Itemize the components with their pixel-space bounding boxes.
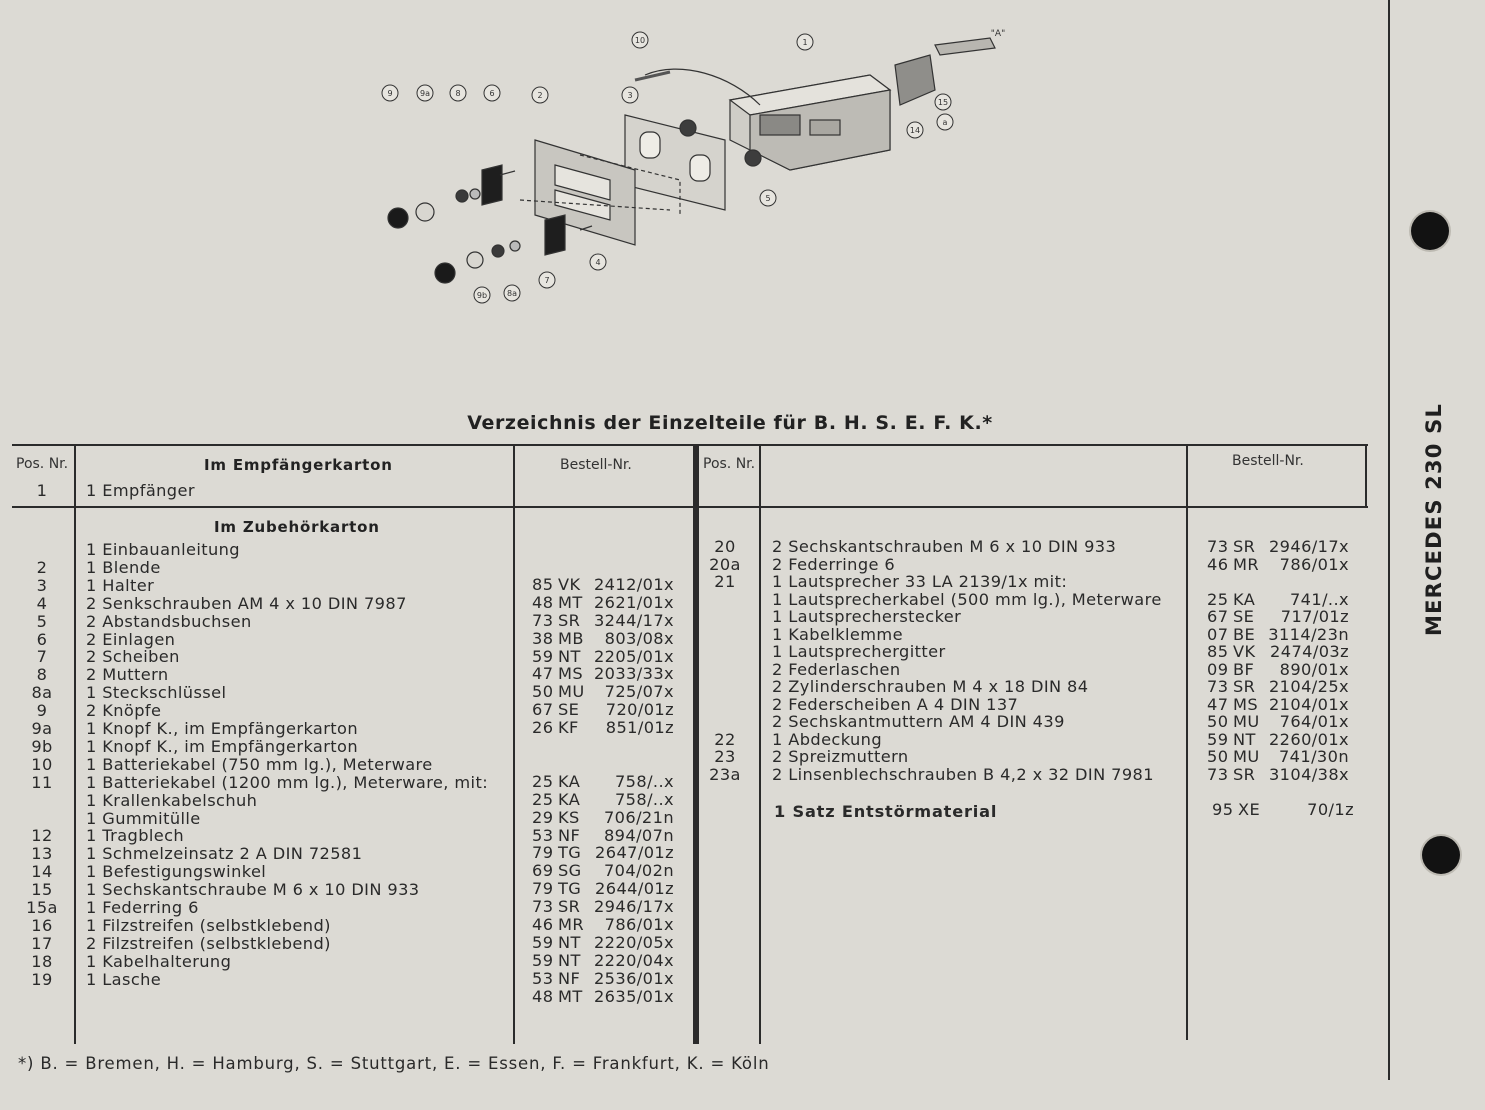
right-row-order-number: 73 SR 3104/38x <box>1207 764 1349 784</box>
left-row-order-number: 85 VK 2412/01x <box>532 574 674 594</box>
left-row-desc: 2 Muttern <box>86 665 169 685</box>
punch-hole-bottom <box>1422 836 1460 874</box>
callout-9a <box>417 85 433 101</box>
right-row-desc: 1 Lautsprecher 33 LA 2139/1x mit: <box>772 572 1068 591</box>
left-row-desc: 1 Knopf K., im Empfängerkarton <box>86 736 359 756</box>
col-rule-4 <box>1186 444 1188 1040</box>
right-row-pos: 20a <box>709 554 741 574</box>
left-row-desc: 1 Batteriekabel (1200 mm lg.), Meterware, mit: <box>86 772 489 792</box>
right-row-order-number: 50 MU 741/30n <box>1207 747 1349 766</box>
callout-2 <box>532 87 548 103</box>
left-row-desc: 1 Blende <box>86 557 161 577</box>
svg-text:6: 6 <box>489 89 495 98</box>
left-row-pos: 17 <box>31 933 53 953</box>
callout-a <box>937 114 953 130</box>
left-row-pos: 13 <box>31 844 53 864</box>
left-row-desc: 1 Gummitülle <box>86 808 201 828</box>
table-top-rule <box>12 444 1368 446</box>
left-row-pos: 4 <box>36 593 48 613</box>
right-row-pos: 23 <box>714 747 736 766</box>
left-row-desc: 2 Senkschrauben AM 4 x 10 DIN 7987 <box>86 593 407 613</box>
right-row-order-number: 85 VK 2474/03z <box>1207 642 1349 661</box>
left-row-pos: 11 <box>31 772 53 792</box>
svg-text:1: 1 <box>802 38 808 47</box>
right-pos-header: Pos. Nr. <box>703 456 756 472</box>
callout-4 <box>590 254 606 270</box>
left-row-pos: 16 <box>31 915 53 935</box>
callout-7 <box>539 272 555 288</box>
punch-hole-top <box>1411 212 1449 250</box>
receiver-box-header: Im Empfängerkarton <box>204 456 393 474</box>
left-row-pos: 5 <box>36 611 48 631</box>
callout-3 <box>622 87 638 103</box>
left-row-pos: 7 <box>36 647 48 667</box>
col-rule-2 <box>513 444 515 1044</box>
left-row-desc: 1 Befestigungswinkel <box>86 862 267 882</box>
left-row-desc: 1 Sechskantschraube M 6 x 10 DIN 933 <box>86 880 420 900</box>
left-row-pos: 2 <box>36 557 48 577</box>
right-row-pos: 22 <box>714 729 736 749</box>
col-rule-1 <box>74 444 76 1044</box>
svg-text:8: 8 <box>455 89 461 98</box>
table-header-rule <box>12 506 1368 508</box>
left-row-desc: 1 Steckschlüssel <box>86 683 227 703</box>
right-row-order-number: 59 NT 2260/01x <box>1207 729 1349 749</box>
left-row-pos: 8 <box>36 665 48 685</box>
right-row-desc: 1 Kabelklemme <box>772 624 903 644</box>
left-row-order-number: 59 NT 2220/04x <box>532 950 674 970</box>
parts-list-title: Verzeichnis der Einzelteile für B. H. S. E. F. K.* <box>467 412 993 434</box>
right-row-order-number: 50 MU 764/01x <box>1207 712 1349 731</box>
right-row-desc: 1 Lautsprecherkabel (500 mm lg.), Meterware <box>772 589 1162 609</box>
svg-text:5: 5 <box>765 194 771 203</box>
left-row-order-number: 59 NT 2205/01x <box>532 646 674 666</box>
svg-text:9: 9 <box>387 89 393 98</box>
right-row-desc: 2 Sechskantmuttern AM 4 DIN 439 <box>772 712 1065 731</box>
left-row-order-number: 25 KA 758/..x <box>532 771 674 791</box>
left-row-desc: 2 Einlagen <box>86 629 176 649</box>
left-row-order-number: 79 TG 2647/01z <box>532 843 674 863</box>
left-row-pos: 18 <box>31 951 53 971</box>
left-row-desc: 2 Filzstreifen (selbstklebend) <box>86 933 331 953</box>
callout-10 <box>632 32 648 48</box>
callout-9b <box>474 287 490 303</box>
right-row-order-number: 25 KA 741/..x <box>1207 589 1349 609</box>
left-row-desc: 1 Batteriekabel (750 mm lg.), Meterware <box>86 754 433 774</box>
right-row-desc: 1 Abdeckung <box>772 729 882 749</box>
svg-text:7: 7 <box>544 276 550 285</box>
left-row-pos: 9a <box>31 719 53 738</box>
left-row-order-number: 26 KF 851/01z <box>532 718 674 738</box>
left-row-order-number: 29 KS 706/21n <box>532 807 674 827</box>
left-row-pos: 19 <box>31 969 53 989</box>
svg-text:14: 14 <box>909 126 921 135</box>
left-row-desc: 1 Knopf K., im Empfängerkarton <box>86 719 359 738</box>
right-row-pos: 23a <box>709 764 741 784</box>
left-row-desc: 1 Lasche <box>86 969 162 989</box>
svg-text:a: a <box>942 118 948 127</box>
left-row-order-number: 48 MT 2621/01x <box>532 592 674 612</box>
exploded-diagram <box>370 20 1030 320</box>
right-row-desc: 2 Sechskantschrauben M 6 x 10 DIN 933 <box>772 537 1117 556</box>
right-row-order-number: 73 SR 2104/25x <box>1207 677 1349 696</box>
left-row-desc: 1 Federring 6 <box>86 898 199 917</box>
left-row-order-number: 53 NF 894/07n <box>532 825 674 845</box>
receiver-pos: 1 <box>36 481 48 500</box>
left-row-desc: 1 Schmelzeinsatz 2 A DIN 72581 <box>86 844 363 864</box>
callout-1 <box>797 34 813 50</box>
left-pos-header: Pos. Nr. <box>16 456 69 472</box>
right-row-desc: 2 Linsenblechschrauben B 4,2 x 32 DIN 7981 <box>772 764 1154 784</box>
right-row-pos: 20 <box>714 537 736 556</box>
left-row-pos: 14 <box>31 862 53 882</box>
left-row-order-number <box>532 737 692 755</box>
left-row-desc: 1 Kabelhalterung <box>86 951 232 971</box>
receiver-desc: 1 Empfänger <box>86 481 195 500</box>
svg-text:4: 4 <box>595 258 601 267</box>
left-row-desc: 1 Halter <box>86 575 155 595</box>
left-row-desc: 1 Krallenkabelschuh <box>86 790 258 810</box>
left-row-pos: 15 <box>31 880 53 900</box>
svg-text:10: 10 <box>634 36 646 45</box>
left-row-pos: 10 <box>31 754 53 774</box>
left-row-pos: 6 <box>36 629 48 649</box>
svg-text:2: 2 <box>537 91 543 100</box>
left-row-desc: 1 Filzstreifen (selbstklebend) <box>86 915 331 935</box>
left-row-order-number: 67 SE 720/01z <box>532 700 674 720</box>
col-rule-3 <box>759 444 761 1044</box>
table-right-rule <box>1365 444 1367 506</box>
kit-order-number: 95 XE 70/1z <box>1212 800 1354 819</box>
right-row-pos: 21 <box>714 572 736 591</box>
right-row-order-number: 46 MR 786/01x <box>1207 554 1349 574</box>
callout-6 <box>484 85 500 101</box>
left-row-order-number: 46 MR 786/01x <box>532 915 674 934</box>
left-row-desc: 2 Abstandsbuchsen <box>86 611 252 631</box>
right-row-desc: 2 Federlaschen <box>772 659 901 679</box>
kit-desc: 1 Satz Entstörmaterial <box>774 802 998 821</box>
detail-label: "A" <box>990 29 1006 39</box>
city-footnote: *) B. = Bremen, H. = Hamburg, S. = Stuttgart, E. = Essen, F. = Frankfurt, K. = Köln <box>18 1054 770 1073</box>
left-row-desc: 1 Einbauanleitung <box>86 540 240 559</box>
left-row-order-number: 59 NT 2220/05x <box>532 932 674 952</box>
right-row-desc: 2 Zylinderschrauben M 4 x 18 DIN 84 <box>772 677 1089 696</box>
left-row-order-number: 53 NF 2536/01x <box>532 968 674 988</box>
right-row-order-number: 09 BF 890/01x <box>1207 659 1349 679</box>
svg-text:8a: 8a <box>507 289 517 298</box>
svg-text:9a: 9a <box>420 89 430 98</box>
left-row-order-number: 69 SG 704/02n <box>532 861 674 881</box>
left-row-order-number: 73 SR 3244/17x <box>532 610 674 630</box>
callout-5 <box>760 190 776 206</box>
callout-8 <box>450 85 466 101</box>
left-row-pos: 15a <box>26 898 58 917</box>
left-row-order-number <box>532 755 692 773</box>
right-row-desc: 2 Federringe 6 <box>772 554 896 574</box>
callout-9 <box>382 85 398 101</box>
left-row-order-number: 79 TG 2644/01z <box>532 879 674 899</box>
left-row-pos: 3 <box>36 575 48 595</box>
accessory-box-heading: Im Zubehörkarton <box>214 518 380 536</box>
left-row-order-number <box>532 558 692 576</box>
left-row-desc: 2 Knöpfe <box>86 701 162 721</box>
left-order-header: Bestell-Nr. <box>560 457 632 473</box>
page-edge-rule <box>1388 0 1390 1080</box>
right-row-order-number <box>1207 573 1367 591</box>
left-row-pos: 9b <box>31 736 53 756</box>
left-row-pos: 8a <box>31 683 53 703</box>
right-row-desc: 1 Lautsprechergitter <box>772 642 946 661</box>
callout-8a <box>504 285 520 301</box>
left-row-order-number: 50 MU 725/07x <box>532 682 674 702</box>
left-row-pos: 9 <box>36 701 48 721</box>
left-row-order-number: 25 KA 758/..x <box>532 789 674 809</box>
svg-text:9b: 9b <box>476 291 488 300</box>
left-row-desc: 2 Scheiben <box>86 647 180 667</box>
svg-text:3: 3 <box>627 91 633 100</box>
left-row-order-number: 48 MT 2635/01x <box>532 986 674 1006</box>
right-order-header: Bestell-Nr. <box>1232 453 1304 469</box>
left-row-order-number: 47 MS 2033/33x <box>532 664 674 684</box>
right-row-order-number: 47 MS 2104/01x <box>1207 694 1349 714</box>
right-row-desc: 1 Lautsprecherstecker <box>772 607 962 626</box>
right-row-order-number: 67 SE 717/01z <box>1207 607 1349 626</box>
model-side-title: MERCEDES 230 SL <box>1422 402 1446 636</box>
right-row-order-number: 07 BE 3114/23n <box>1207 624 1349 644</box>
right-row-order-number: 73 SR 2946/17x <box>1207 537 1349 556</box>
right-row-desc: 2 Spreizmuttern <box>772 747 909 766</box>
svg-text:15: 15 <box>937 98 949 107</box>
left-row-desc: 1 Tragblech <box>86 826 185 846</box>
right-row-desc: 2 Federscheiben A 4 DIN 137 <box>772 694 1019 714</box>
callout-14 <box>907 122 923 138</box>
left-row-pos: 12 <box>31 826 53 846</box>
callout-15 <box>935 94 951 110</box>
left-row-order-number: 73 SR 2946/17x <box>532 897 674 917</box>
left-row-order-number: 38 MB 803/08x <box>532 628 674 648</box>
